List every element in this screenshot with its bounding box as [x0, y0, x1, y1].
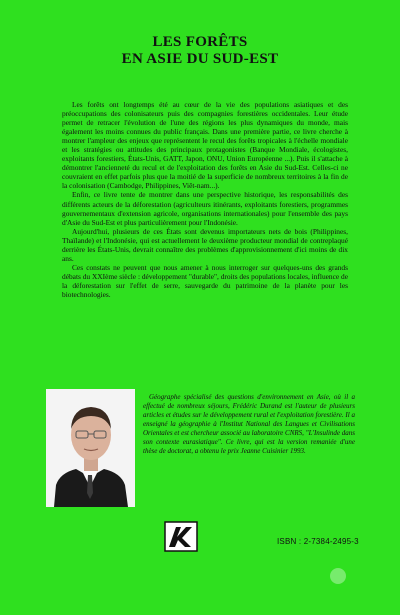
- title-line-1: LES FORÊTS: [152, 34, 248, 50]
- author-bio: [143, 393, 355, 456]
- title-line-2: EN ASIE DU SUD-EST: [121, 51, 279, 67]
- book-title: [0, 34, 400, 68]
- author-bio-text: Géographe spécialisé des questions d'environnement en Asie, où il a effectué de nombreux séjours, Frédéric Durand est l'auteur de plusieurs articles et études sur le développement rural et l'exploitation forestière. Il a enseigné la géographie à l'Institut National des Langues et Civilisations Orientales et est chercheur associé au laboratoire CNRS, "L'Insulinde dans son contexte eurasiatique". Ce livre, qui est la version remaniée d'une thèse de doctorat, a obtenu le prix Jeanne Cuisinier 1993.: [143, 393, 355, 455]
- summary-paragraph-2: Enfin, ce livre tente de montrer dans une perspective historique, les responsabilités des différents acteurs de la déforestation (agriculteurs itinérants, exploitants forestiers, programmes gouvernementaux d'extension agricole, organisations internationales) pour l'ensemble des pays d'Asie du Sud-Est et plus particulièrement pour l'Indonésie.: [62, 190, 348, 227]
- back-cover-summary: [62, 100, 348, 299]
- isbn-number: ISBN : 2-7384-2495-3: [277, 537, 359, 546]
- author-photo: [46, 389, 135, 507]
- summary-paragraph-3: Aujourd'hui, plusieurs de ces États sont devenus importateurs nets de bois (Philippines, Thaïlande) et l'Indonésie, qui est actuellement le deuxième producteur mondial de contreplaqué derrière les États-Unis, devrait connaître des problèmes d'approvisionnement d'ici moins de dix ans.: [62, 226, 348, 263]
- summary-paragraph-4: Ces constats ne peuvent que nous amener à nous interroger sur quelques-uns des grands débats du XXIème siècle : développement "durable", droits des populations locales, influence de la déforestation sur l'effet de serre, sauvegarde du patrimoine de la planète pour les biotechnologies.: [62, 262, 348, 299]
- sticker-mark-icon: [330, 568, 346, 584]
- publisher-logo-icon: [164, 521, 198, 552]
- summary-paragraph-1: Les forêts ont longtemps été au cœur de la vie des populations asiatiques et des préoccupations des colonisateurs puis des compagnies forestières occidentales. Leur étude permet de retracer l'évolution de l'une des régions les plus dynamiques du monde, mais également les moins connues du public français. Dans une première partie, ce livre cherche à montrer l'ampleur des enjeux que représentent le recul des forêts tropicales à l'échelle mondiale et les stratégies ou attitudes des principaux protagonistes (Banque Mondiale, écologistes, exploitants forestiers, États-Unis, GATT, Japon, ONU, Union Européenne ...). Puis il s'attache à démontrer l'ancienneté du recul et de l'exploitation des forêts en Asie du Sud-Est. Celles-ci ne couvraient en effet parfois plus que la moitié de la superficie de nombreux territoires à la fin de la colonisation (Cambodge, Philippines, Viêt-nam...).: [62, 100, 348, 191]
